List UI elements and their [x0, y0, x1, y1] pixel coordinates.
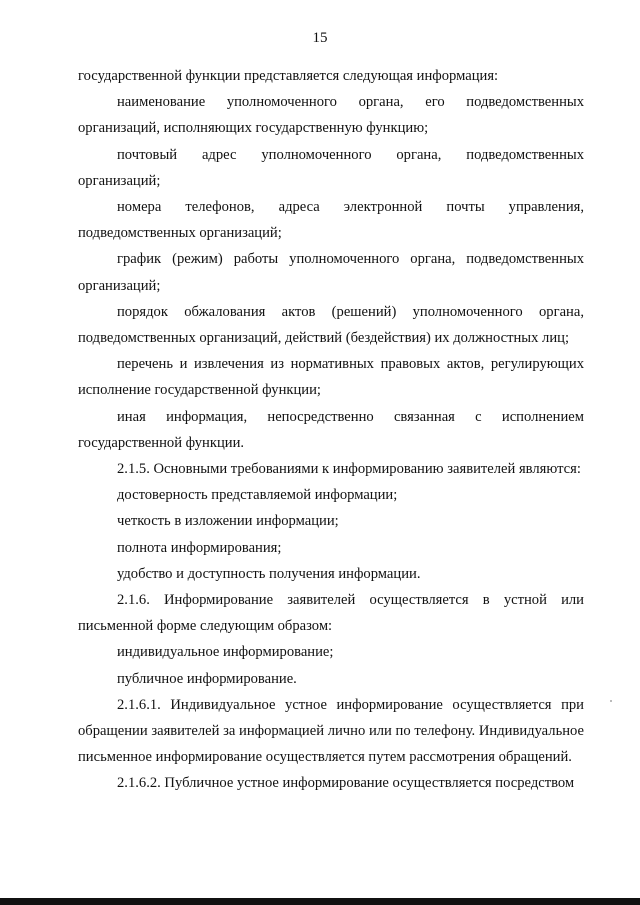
scan-border: [0, 898, 640, 905]
list-item: удобство и доступность получения информации.: [117, 565, 421, 582]
paragraph: иная информация, непосредственно связанная с исполнением государственной функции.: [78, 408, 584, 451]
paragraph: государственной функции представляется следующая информация:: [78, 68, 499, 84]
section-2-1-6: 2.1.6. Информирование заявителей осуществляется в устной или письменной форме следующим образом:: [78, 592, 584, 635]
scan-speck: [610, 700, 612, 702]
paragraph: график (режим) работы уполномоченного органа, подведомственных организаций;: [78, 251, 584, 294]
list-item: четкость в изложении информации;: [117, 513, 339, 530]
paragraph: перечень и извлечения из нормативных правовых актов, регулирующих исполнение государственной функции;: [78, 356, 584, 399]
paragraph: почтовый адрес уполномоченного органа, подведомственных организаций;: [78, 146, 584, 189]
list-item: индивидуальное информирование;: [117, 644, 334, 661]
document-body: [78, 63, 584, 797]
page-number: 15: [312, 30, 328, 46]
paragraph: номера телефонов, адреса электронной почты управления, подведомственных организаций;: [78, 199, 584, 242]
paragraph: порядок обжалования актов (решений) уполномоченного органа, подведомственных организаций, действий (бездействия) их должностных лиц;: [78, 303, 584, 347]
section-2-1-6-2: 2.1.6.2. Публичное устное информирование осуществляется посредством: [117, 775, 575, 792]
list-item: достоверность представляемой информации;: [117, 487, 398, 504]
list-item: публичное информирование.: [117, 670, 297, 687]
paragraph: наименование уполномоченного органа, его подведомственных организаций, исполняющих государственную функцию;: [78, 94, 584, 137]
section-2-1-5: 2.1.5. Основными требованиями к информированию заявителей являются:: [117, 461, 581, 478]
section-2-1-6-1: 2.1.6.1. Индивидуальное устное информирование осуществляется при обращении заявителей за информацией лично или по телефону. Индивидуальное письменное информирование осуществляется путем рассмотрения обращений.: [78, 696, 584, 766]
list-item: полнота информирования;: [117, 539, 282, 556]
